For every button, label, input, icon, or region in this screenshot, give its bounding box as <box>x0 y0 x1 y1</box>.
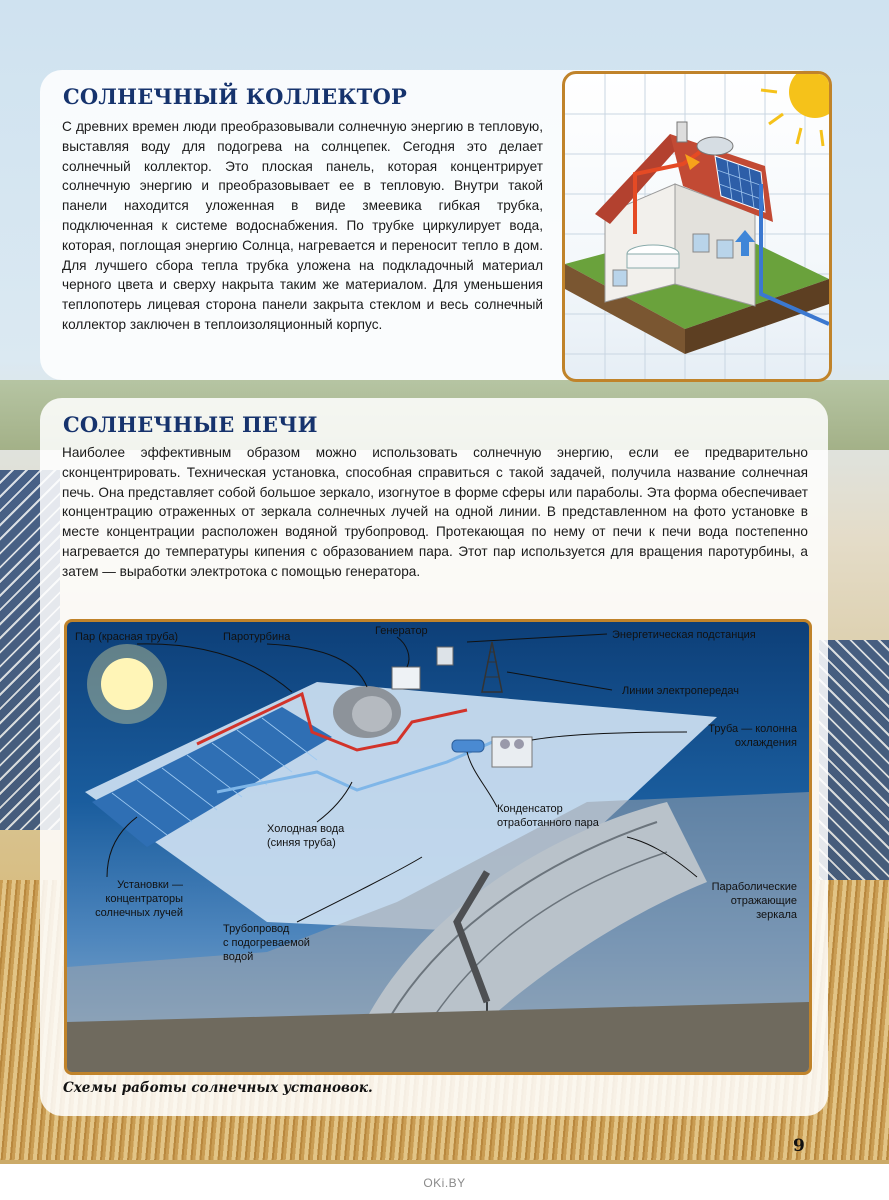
label-concentrators: Установки — концентраторы солнечных лучей <box>95 879 183 919</box>
label-turbine: Паротурбина <box>223 631 291 643</box>
label-pipeline: Трубопровод с подогреваемой водой <box>223 923 310 963</box>
label-generator: Генератор <box>375 625 428 637</box>
solar-plant-diagram <box>64 619 812 1075</box>
section-title-collector: СОЛНЕЧНЫЙ КОЛЛЕКТОР <box>63 84 407 109</box>
label-cold-water: Холодная вода (синяя труба) <box>267 823 345 849</box>
label-condenser: Конденсатор отработанного пара <box>497 803 599 829</box>
sun-icon <box>789 74 829 118</box>
label-substation: Энергетическая подстанция <box>612 629 756 641</box>
label-steam: Пар (красная труба) <box>75 631 179 643</box>
section-body-collector: С древних времен люди преобразовывали солнечную энергию в тепловую, выставляя воду для подогрева на солнцепек. Сегодня это делает солнечный коллектор. Это плоская панель, которая концентрирует солнечную энергию и преобразовывает ее в тепловую. Внутри такой панели находится уложенная в виде змеевика гибкая трубка, подключенная к системе водоснабжения. По трубке циркулирует вода, которая, поглощая энергию Солнца, нагревается и переносит тепло в дом. Для лучшего сбора тепла трубка уложена на подкладочный материал черного цвета и сверху накрыта таким же материалом. Для уменьшения теплопотерь лицевая сторона панели закрыта стеклом и весь солнечный коллектор заключен в теплоизоляционный корпус. <box>62 119 543 332</box>
background-solar-field-right <box>819 640 889 890</box>
watermark: OKi.BY <box>423 1176 466 1190</box>
page-number: 9 <box>793 1136 805 1156</box>
label-mirrors: Параболические отражающие зеркала <box>711 881 797 921</box>
section-title-furnaces: СОЛНЕЧНЫЕ ПЕЧИ <box>63 412 318 437</box>
house-illustration <box>562 71 832 382</box>
label-cooling-pipe: Труба — колонна охлаждения <box>708 723 797 749</box>
label-power-lines: Линии электропередач <box>622 685 739 697</box>
diagram-caption: Схемы работы солнечных установок. <box>63 1080 373 1096</box>
section-body-furnaces: Наиболее эффективным образом можно использовать солнечную энергию, если ее предварительно сконцентрировать. Техническая установка, способная справиться с такой задачей, получила название солнечная печь. Она представляет собой большое зеркало, изогнутое в форме сферы или параболы. Эта форма обеспечивает концентрацию отраженных от зеркала солнечных лучей на одной линии. В представленном на фото установке в месте концентрации расположен водяной трубопровод. Протекающая по нему от печи к печи вода постепенно нагревается до температуры кипения с образованием пара. Этот пар используется для вращения паротурбины, а затем — выработки электротока с помощью генератора. <box>62 445 808 579</box>
